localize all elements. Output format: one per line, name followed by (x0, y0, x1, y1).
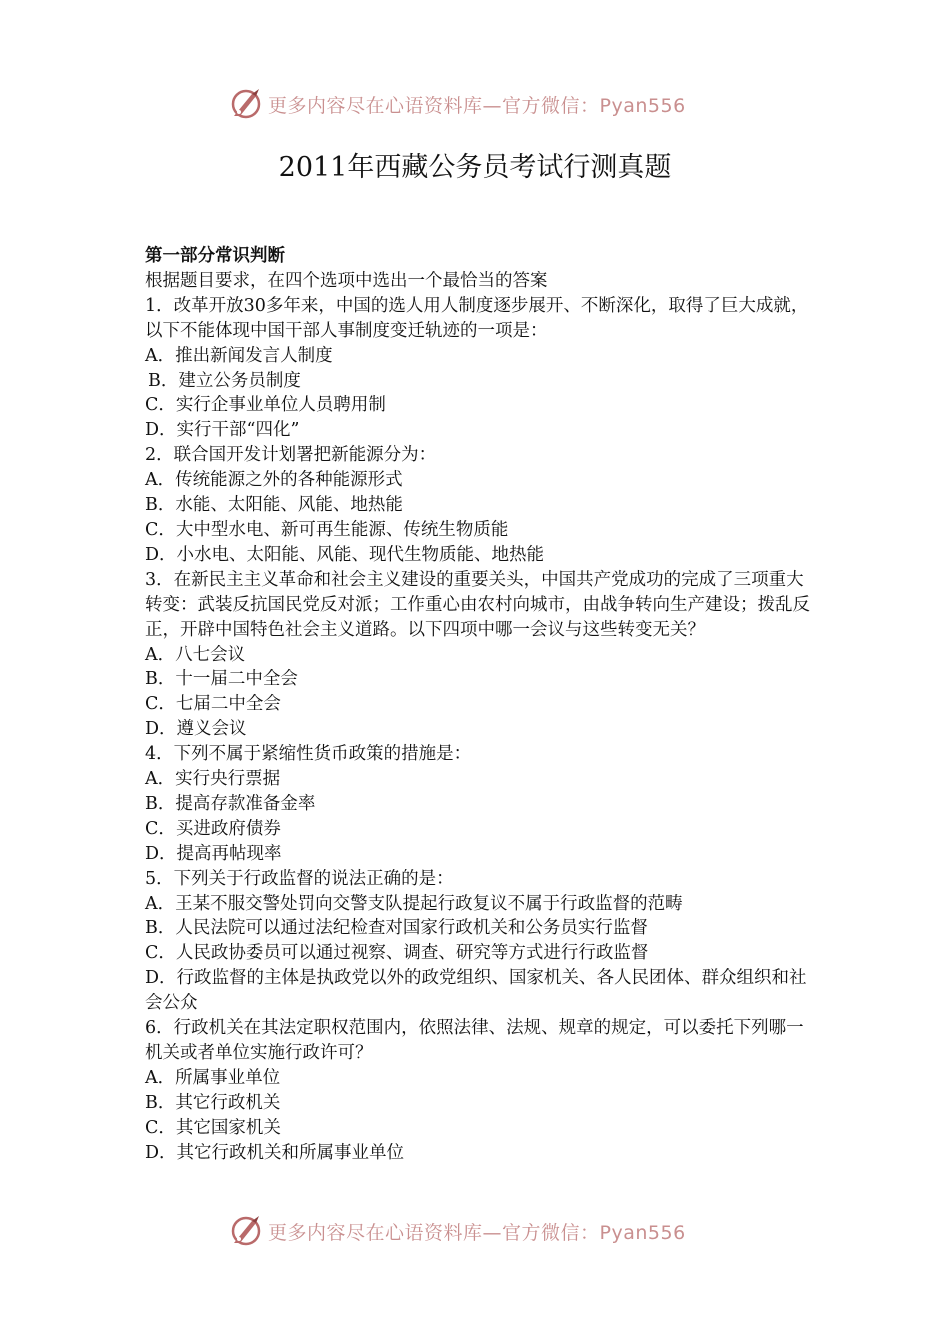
option-b: B．提高存款准备金率 (145, 793, 316, 814)
option-a: A．八七会议 (145, 644, 246, 665)
option-b: B．十一届二中全会 (145, 669, 298, 690)
option-a: A．实行央行票据 (145, 769, 281, 790)
option-d: D．其它行政机关和所属事业单位 (145, 1142, 405, 1163)
question-stem: 3．在新民主主义革命和社会主义建设的重要关头，中国共产党成功的完成了三项重大转变：武装反抗国民党反对派；工作重心由农村向城市，由战争转向生产建设；拨乱反正，开辟中国特色社会主义道路。以下四项中哪一会议与这些转变无关？ (145, 569, 810, 640)
option-d: D．遵义会议 (145, 719, 247, 740)
question-stem: 5．下列关于行政监督的说法正确的是： (145, 868, 454, 889)
option-d: D．实行干部“四化” (145, 420, 300, 441)
option-a: A．传统能源之外的各种能源形式 (145, 470, 403, 491)
document-title: 2011年西藏公务员考试行测真题 (278, 152, 672, 183)
instruction-text: 根据题目要求，在四个选项中选出一个最恰当的答案 (145, 270, 548, 291)
option-b: B．水能、太阳能、风能、地热能 (145, 495, 403, 516)
question-stem: 2．联合国开发计划署把新能源分为： (145, 445, 437, 466)
option-b: B．人民法院可以通过法纪检查对国家行政机关和公务员实行监督 (145, 918, 648, 939)
option-a: A．所属事业单位 (145, 1067, 281, 1088)
header-watermark (228, 84, 748, 124)
document-body (145, 244, 810, 1166)
option-c: C．其它国家机关 (145, 1117, 281, 1138)
option-c: C．大中型水电、新可再生能源、传统生物质能 (145, 519, 509, 540)
question-stem: 6．行政机关在其法定职权范围内，依照法律、法规、规章的规定，可以委托下列哪一机关或者单位实施行政许可？ (145, 1018, 804, 1063)
quill-pen-seal-icon (228, 86, 264, 122)
option-a: A．推出新闻发言人制度 (145, 345, 333, 366)
option-b: B．建立公务员制度 (148, 370, 301, 391)
option-c: C．买进政府债券 (145, 818, 281, 839)
footer-watermark (228, 1211, 748, 1251)
watermark-text: 更多内容尽在心语资料库—官方微信：Pyan556 (268, 1221, 686, 1244)
option-c: C．实行企事业单位人员聘用制 (145, 395, 386, 416)
option-d: D．小水电、太阳能、风能、现代生物质能、地热能 (145, 544, 545, 565)
option-c: C．七届二中全会 (145, 694, 281, 715)
question-stem: 1．改革开放30多年来，中国的选人用人制度逐步展开、不断深化，取得了巨大成就，以下不能体现中国干部人事制度变迁轨迹的一项是： (145, 295, 809, 341)
quill-pen-seal-icon (228, 1213, 264, 1249)
option-b: B．其它行政机关 (145, 1092, 281, 1113)
option-d: D．行政监督的主体是执政党以外的政党组织、国家机关、各人民团体、群众组织和社会公众 (145, 968, 807, 1014)
option-c: C．人民政协委员可以通过视察、调查、研究等方式进行行政监督 (145, 943, 649, 964)
option-d: D．提高再帖现率 (145, 843, 282, 864)
watermark-text: 更多内容尽在心语资料库—官方微信：Pyan556 (268, 94, 686, 117)
question-stem: 4．下列不属于紧缩性货币政策的措施是： (145, 744, 472, 765)
section-title: 第一部分常识判断 (145, 246, 285, 266)
option-a: A．王某不服交警处罚向交警支队提起行政复议不属于行政监督的范畴 (145, 893, 683, 914)
